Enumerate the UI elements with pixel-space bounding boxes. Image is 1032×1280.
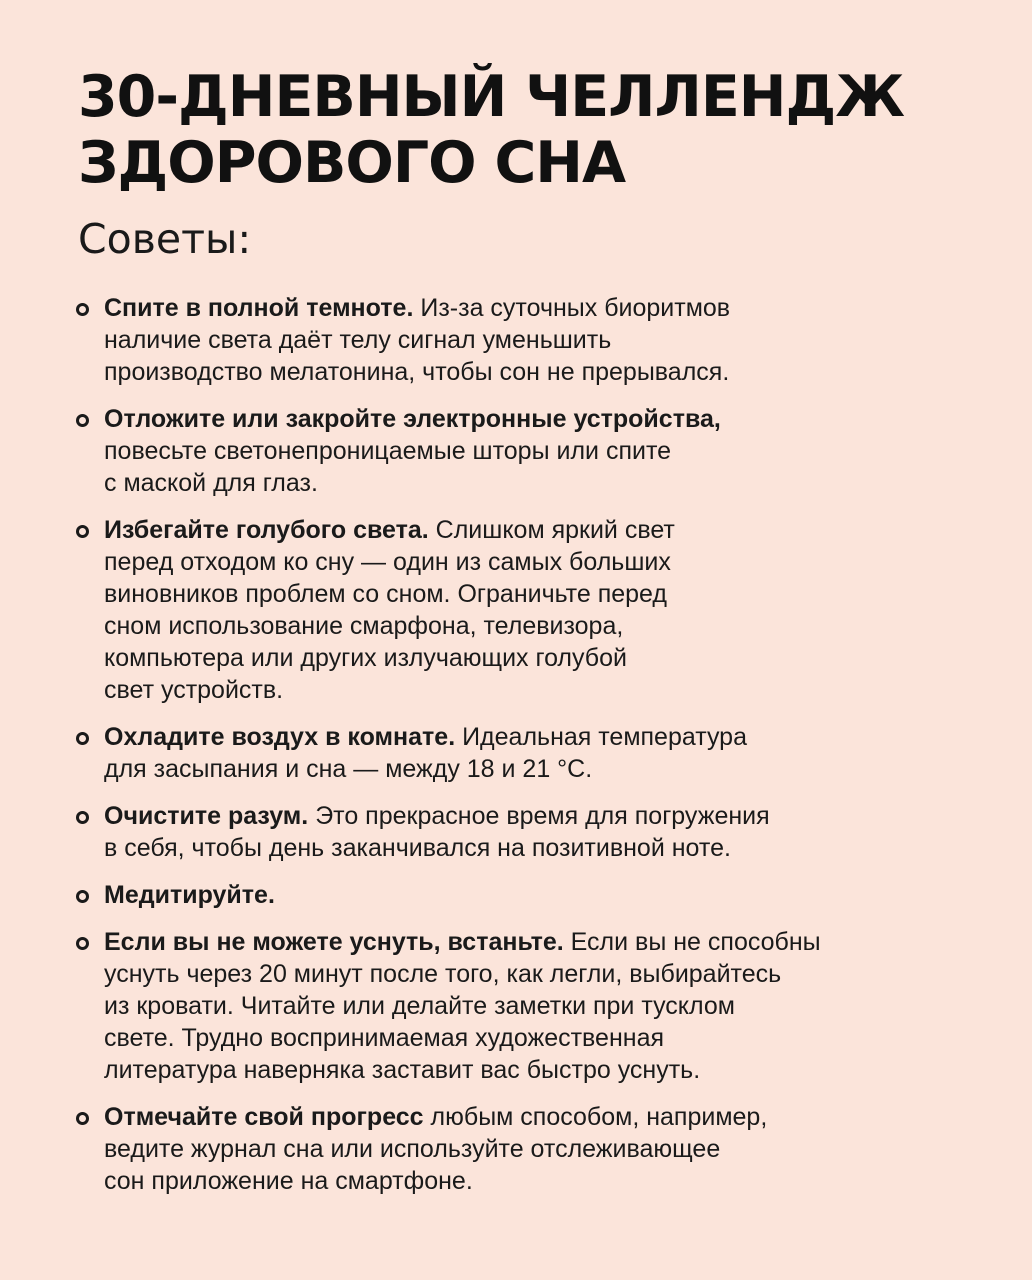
- page-title: [78, 64, 904, 196]
- tip-line: Идеальная температура: [455, 723, 747, 751]
- bullet-icon: [76, 732, 89, 745]
- tip-text: [104, 800, 976, 864]
- tip-clear-mind: [76, 800, 976, 864]
- tip-line: повесьте светонепроницаемые шторы или спите: [104, 437, 672, 465]
- tip-line: с маской для глаз.: [104, 469, 318, 497]
- tip-line: ведите журнал сна или используйте отслеживающее: [104, 1135, 721, 1163]
- tip-bold-lead: Спите в полной темноте.: [104, 294, 414, 322]
- tip-line: перед отходом ко сну — один из самых больших: [104, 548, 671, 576]
- tip-line: Из-за суточных биоритмов: [413, 294, 731, 322]
- tip-blue-light: [76, 514, 976, 706]
- tip-line: Если вы не способны: [563, 928, 821, 956]
- bullet-icon: [76, 525, 89, 538]
- tip-line: сон приложение на смартфоне.: [104, 1167, 473, 1195]
- title-line-2: ЗДОРОВОГО СНА: [78, 130, 626, 196]
- tip-electronics: [76, 403, 976, 499]
- tip-bold-lead: Очистите разум.: [104, 802, 309, 830]
- tip-bold-lead: Избегайте голубого света.: [104, 516, 429, 544]
- tip-line: Слишком яркий свет: [428, 516, 675, 544]
- tip-line: любым способом, например,: [423, 1103, 768, 1131]
- tip-text: [104, 1101, 976, 1197]
- tip-cool-air: [76, 721, 976, 785]
- bullet-icon: [76, 811, 89, 824]
- tip-line: производство мелатонина, чтобы сон не прерывался.: [104, 358, 730, 386]
- tip-line: компьютера или других излучающих голубой: [104, 644, 627, 672]
- tip-line: свет устройств.: [104, 676, 284, 704]
- bullet-icon: [76, 414, 89, 427]
- tips-heading: Советы:: [78, 215, 252, 263]
- tip-line: Это прекрасное время для погружения: [308, 802, 770, 830]
- tip-line: виновников проблем со сном. Ограничьте перед: [104, 580, 667, 608]
- bullet-icon: [76, 937, 89, 950]
- tip-text: [104, 403, 976, 499]
- tip-bold-lead: Если вы не можете уснуть, встаньте.: [104, 928, 564, 956]
- tip-text: [104, 721, 976, 785]
- tip-line: литература наверняка заставит вас быстро уснуть.: [104, 1056, 701, 1084]
- tip-line: свете. Трудно воспринимаемая художественная: [104, 1024, 665, 1052]
- bullet-icon: [76, 1112, 89, 1125]
- tip-bold-lead: Медитируйте.: [104, 881, 275, 909]
- tip-bold-lead: Отложите или закройте электронные устройства,: [104, 405, 721, 433]
- tip-text: [104, 926, 976, 1086]
- tip-dark-room: [76, 292, 976, 388]
- tip-line: для засыпания и сна — между 18 и 21 °С.: [104, 755, 593, 783]
- bullet-icon: [76, 890, 89, 903]
- bullet-icon: [76, 303, 89, 316]
- tip-line: уснуть через 20 минут после того, как легли, выбирайтесь: [104, 960, 782, 988]
- tips-list: [76, 292, 976, 1212]
- tip-line: сном использование смарфона, телевизора,: [104, 612, 624, 640]
- tip-bold-lead: Отмечайте свой прогресс: [104, 1103, 424, 1131]
- title-line-1: 30-ДНЕВНЫЙ ЧЕЛЛЕНДЖ: [78, 64, 905, 130]
- tip-text: [104, 879, 976, 911]
- tip-line: наличие света даёт телу сигнал уменьшить: [104, 326, 612, 354]
- tip-get-up: [76, 926, 976, 1086]
- tip-text: [104, 514, 976, 706]
- tip-line: в себя, чтобы день заканчивался на позитивной ноте.: [104, 834, 731, 862]
- tip-bold-lead: Охладите воздух в комнате.: [104, 723, 456, 751]
- tip-line: из кровати. Читайте или делайте заметки при тусклом: [104, 992, 735, 1020]
- tip-track-progress: [76, 1101, 976, 1197]
- tip-meditate: [76, 879, 976, 911]
- tip-text: [104, 292, 976, 388]
